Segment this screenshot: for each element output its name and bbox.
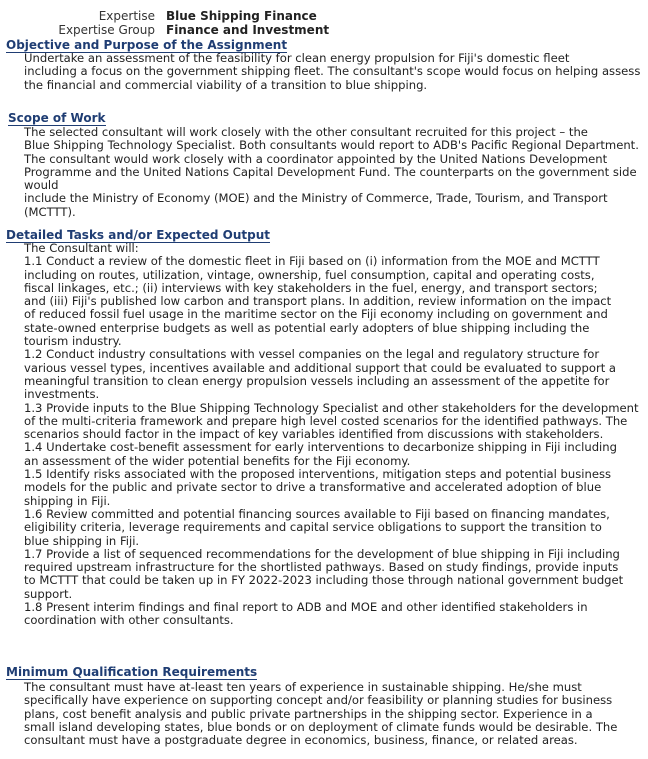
objective-body: Undertake an assessment of the feasibility for clean energy propulsion for Fiji's domestic fleet including a focus on the government shipping fleet. The consultant's scope would focus on helping assess the financial and commercial viability of a transition to blue shipping. [24,51,641,92]
expertise-group-label: Expertise Group [58,23,155,37]
tasks-body: The Consultant will: 1.1 Conduct a review of the domestic fleet in Fiji based on (i) information from the MOE and MCTTT including on routes, utilization, vintage, ownership, fuel consumption, capital and operating costs, fiscal linkages, etc.; (ii) interviews with key stakeholders in the fuel, energy, and transport sectors; and (iii) Fiji's published low carbon and transport plans. In addition, review information on the impact of reduced fossil fuel usage in the maritime sector on the Fiji economy including on government and state-owned enterprise budgets as well as potential early adopters of blue shipping including the tourism industry. 1.2 Conduct industry consultations with vessel companies on the legal and regulatory structure for various vessel types, incentives available and additional support that could be evaluated to support a meaningful transition to clean energy propulsion vessels including an assessment of the appetite for investments. 1.3 Provide inputs to the Blue Shipping Technology Specialist and other stakeholders for the development of the multi-criteria framework and prepare high level costed scenarios for the identified pathways. The scenarios should factor in the impact of key variables identified from discussions with stakeholders. 1.4 Undertake cost-benefit assessment for early interventions to decarbonize shipping in Fiji including an assessment of the wider potential benefits for the Fiji economy. 1.5 Identify risks associated with the proposed interventions, mitigation steps and potential business models for the public and private sector to drive a transformative and accelerated adoption of blue shipping in Fiji. 1.6 Review committed and potential financing sources available to Fiji based on financing mandates, eligibility criteria, leverage requirements and capital service obligations to support the transition to blue shipping in Fiji. 1.7 Provide a list of sequenced recommendations for the development of blue shipping in Fiji including required upstream infrastructure for the shortlisted pathways. Based on study findings, provide inputs to MCTTT that could be taken up in FY 2022-2023 including those through national government budget support. 1.8 Present interim findings and final report to ADB and MOE and other identified stakeholders in coordination with other consultants. [24,241,639,628]
scope-heading: Scope of Work [8,111,106,125]
expertise-label: Expertise [98,9,155,23]
qualifications-body: The consultant must have at-least ten years of experience in sustainable shipping. He/she must specifically have experience on supporting concept and/or feasibility or planning studies for business plans, cost benefit analysis and public private partnerships in the shipping sector. Experience in a small island developing states, blue bonds or on deployment of climate funds would be desirable. The consultant must have a postgraduate degree in economics, business, finance, or related areas. [24,680,618,748]
scope-body: The selected consultant will work closely with the other consultant recruited for this project – the Blue Shipping Technology Specialist. Both consultants would report to ADB's Pacific Regional Department. The consultant would work closely with a coordinator appointed by the United Nations Development Programme and the United Nations Capital Development Fund. The counterparts on the government side would include the Ministry of Economy (MOE) and the Ministry of Commerce, Trade, Tourism, and Transport (MCTTT). [24,125,639,219]
expertise-group-value: Finance and Investment [166,23,330,37]
tasks-heading: Detailed Tasks and/or Expected Output [6,228,270,242]
qualifications-heading: Minimum Qualification Requirements [6,665,258,679]
objective-heading: Objective and Purpose of the Assignment [6,38,288,52]
expertise-value: Blue Shipping Finance [166,9,317,23]
